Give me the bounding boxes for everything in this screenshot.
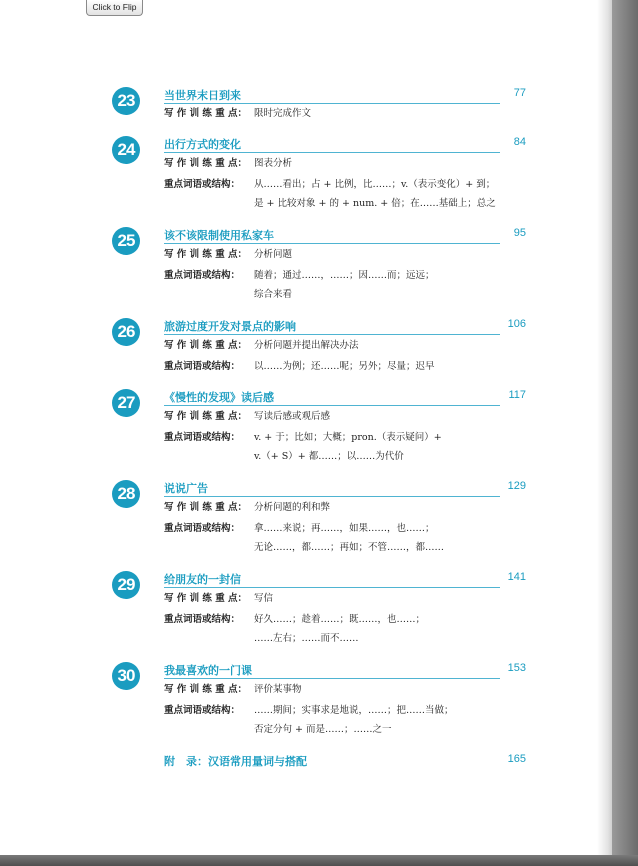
click-to-flip-button[interactable]: Click to Flip: [86, 0, 143, 16]
focus-value: 写信: [254, 593, 274, 604]
structures-line-1: 好久……；趁着……；既……，也……；: [254, 614, 426, 625]
structures-line-2: 是 + 比较对象 + 的 + num. + 倍；在……基础上；总之: [254, 198, 496, 209]
title-underline: [164, 405, 500, 406]
lesson-title[interactable]: 旅游过度开发对景点的影响: [164, 320, 296, 333]
lesson-number-badge: 24: [112, 136, 140, 164]
focus-label: 写 作 训 练 重 点：: [164, 158, 248, 169]
structures-line-2: 无论……，都……；再如；不管……，都……: [254, 542, 445, 553]
structures-label: 重点词语或结构：: [164, 614, 241, 625]
focus-label: 写 作 训 练 重 点：: [164, 108, 248, 119]
structures-line-1: 随着；通过……，……；因……而；远远；: [254, 270, 435, 281]
page-stack-edge-right: [612, 0, 638, 866]
focus-value: 分析问题的利和弊: [254, 502, 331, 513]
title-underline: [164, 152, 500, 153]
page-number[interactable]: 117: [508, 389, 526, 401]
title-underline: [164, 243, 500, 244]
focus-label: 写 作 训 练 重 点：: [164, 684, 248, 695]
focus-label: 写 作 训 练 重 点：: [164, 502, 248, 513]
lesson-title[interactable]: 给朋友的一封信: [164, 573, 241, 586]
focus-value: 图表分析: [254, 158, 293, 169]
structures-line-1: v. + 于；比如；大概；pron.（表示疑问）+: [254, 432, 442, 443]
lesson-number-badge: 25: [112, 227, 140, 255]
structures-line-1: 拿……来说；再……，如果……，也……；: [254, 523, 435, 534]
page-number[interactable]: 141: [507, 571, 526, 583]
lesson-number-badge: 27: [112, 389, 140, 417]
focus-value: 写读后感或观后感: [254, 411, 331, 422]
structures-label: 重点词语或结构：: [164, 705, 241, 716]
lesson-title[interactable]: 我最喜欢的一门课: [164, 664, 252, 677]
structures-line-2: ……左右；……而不……: [254, 633, 359, 644]
focus-value: 分析问题并提出解决办法: [254, 340, 359, 351]
lesson-number-badge: 26: [112, 318, 140, 346]
page-number[interactable]: 84: [513, 136, 526, 148]
title-underline: [164, 678, 500, 679]
structures-line-2: 综合来看: [254, 289, 293, 300]
appendix-page-number[interactable]: 165: [507, 753, 526, 765]
focus-label: 写 作 训 练 重 点：: [164, 340, 248, 351]
focus-value: 限时完成作文: [254, 108, 312, 119]
lesson-title[interactable]: 《慢性的发现》读后感: [164, 391, 274, 404]
structures-line-2: v.（+ S）+ 都……；以……为代价: [254, 451, 404, 462]
title-underline: [164, 587, 500, 588]
title-underline: [164, 334, 500, 335]
focus-label: 写 作 训 练 重 点：: [164, 249, 248, 260]
page-number[interactable]: 77: [513, 87, 526, 99]
structures-line-1: 以……为例；还……呢；另外；尽量；迟早: [254, 361, 435, 372]
page-number[interactable]: 106: [507, 318, 526, 330]
lesson-number-badge: 30: [112, 662, 140, 690]
structures-line-1: 从……看出；占 + 比例，比……；v.（表示变化）+ 到；: [254, 179, 496, 190]
focus-label: 写 作 训 练 重 点：: [164, 411, 248, 422]
lesson-title[interactable]: 当世界末日到来: [164, 89, 241, 102]
structures-label: 重点词语或结构：: [164, 270, 241, 281]
structures-label: 重点词语或结构：: [164, 179, 241, 190]
focus-value: 分析问题: [254, 249, 293, 260]
lesson-number-badge: 23: [112, 87, 140, 115]
structures-line-2: 否定分句 + 而是……；……之一: [254, 724, 392, 735]
page-spine-shadow: [597, 0, 612, 855]
title-underline: [164, 103, 500, 104]
title-underline: [164, 496, 500, 497]
lesson-number-badge: 29: [112, 571, 140, 599]
lesson-number-badge: 28: [112, 480, 140, 508]
lesson-title[interactable]: 说说广告: [164, 482, 208, 495]
focus-label: 写 作 训 练 重 点：: [164, 593, 248, 604]
lesson-title[interactable]: 该不该限制使用私家车: [164, 229, 274, 242]
structures-label: 重点词语或结构：: [164, 361, 241, 372]
focus-value: 评价某事物: [254, 684, 302, 695]
structures-label: 重点词语或结构：: [164, 432, 241, 443]
lesson-title[interactable]: 出行方式的变化: [164, 138, 241, 151]
page-number[interactable]: 153: [507, 662, 526, 674]
page-number[interactable]: 95: [513, 227, 526, 239]
appendix-title[interactable]: 附 录：汉语常用量词与搭配: [164, 755, 307, 768]
page-stack-edge-bottom: [0, 855, 638, 866]
structures-line-1: ……期间；实事求是地说，……；把……当做；: [254, 705, 454, 716]
page-number[interactable]: 129: [507, 480, 526, 492]
structures-label: 重点词语或结构：: [164, 523, 241, 534]
